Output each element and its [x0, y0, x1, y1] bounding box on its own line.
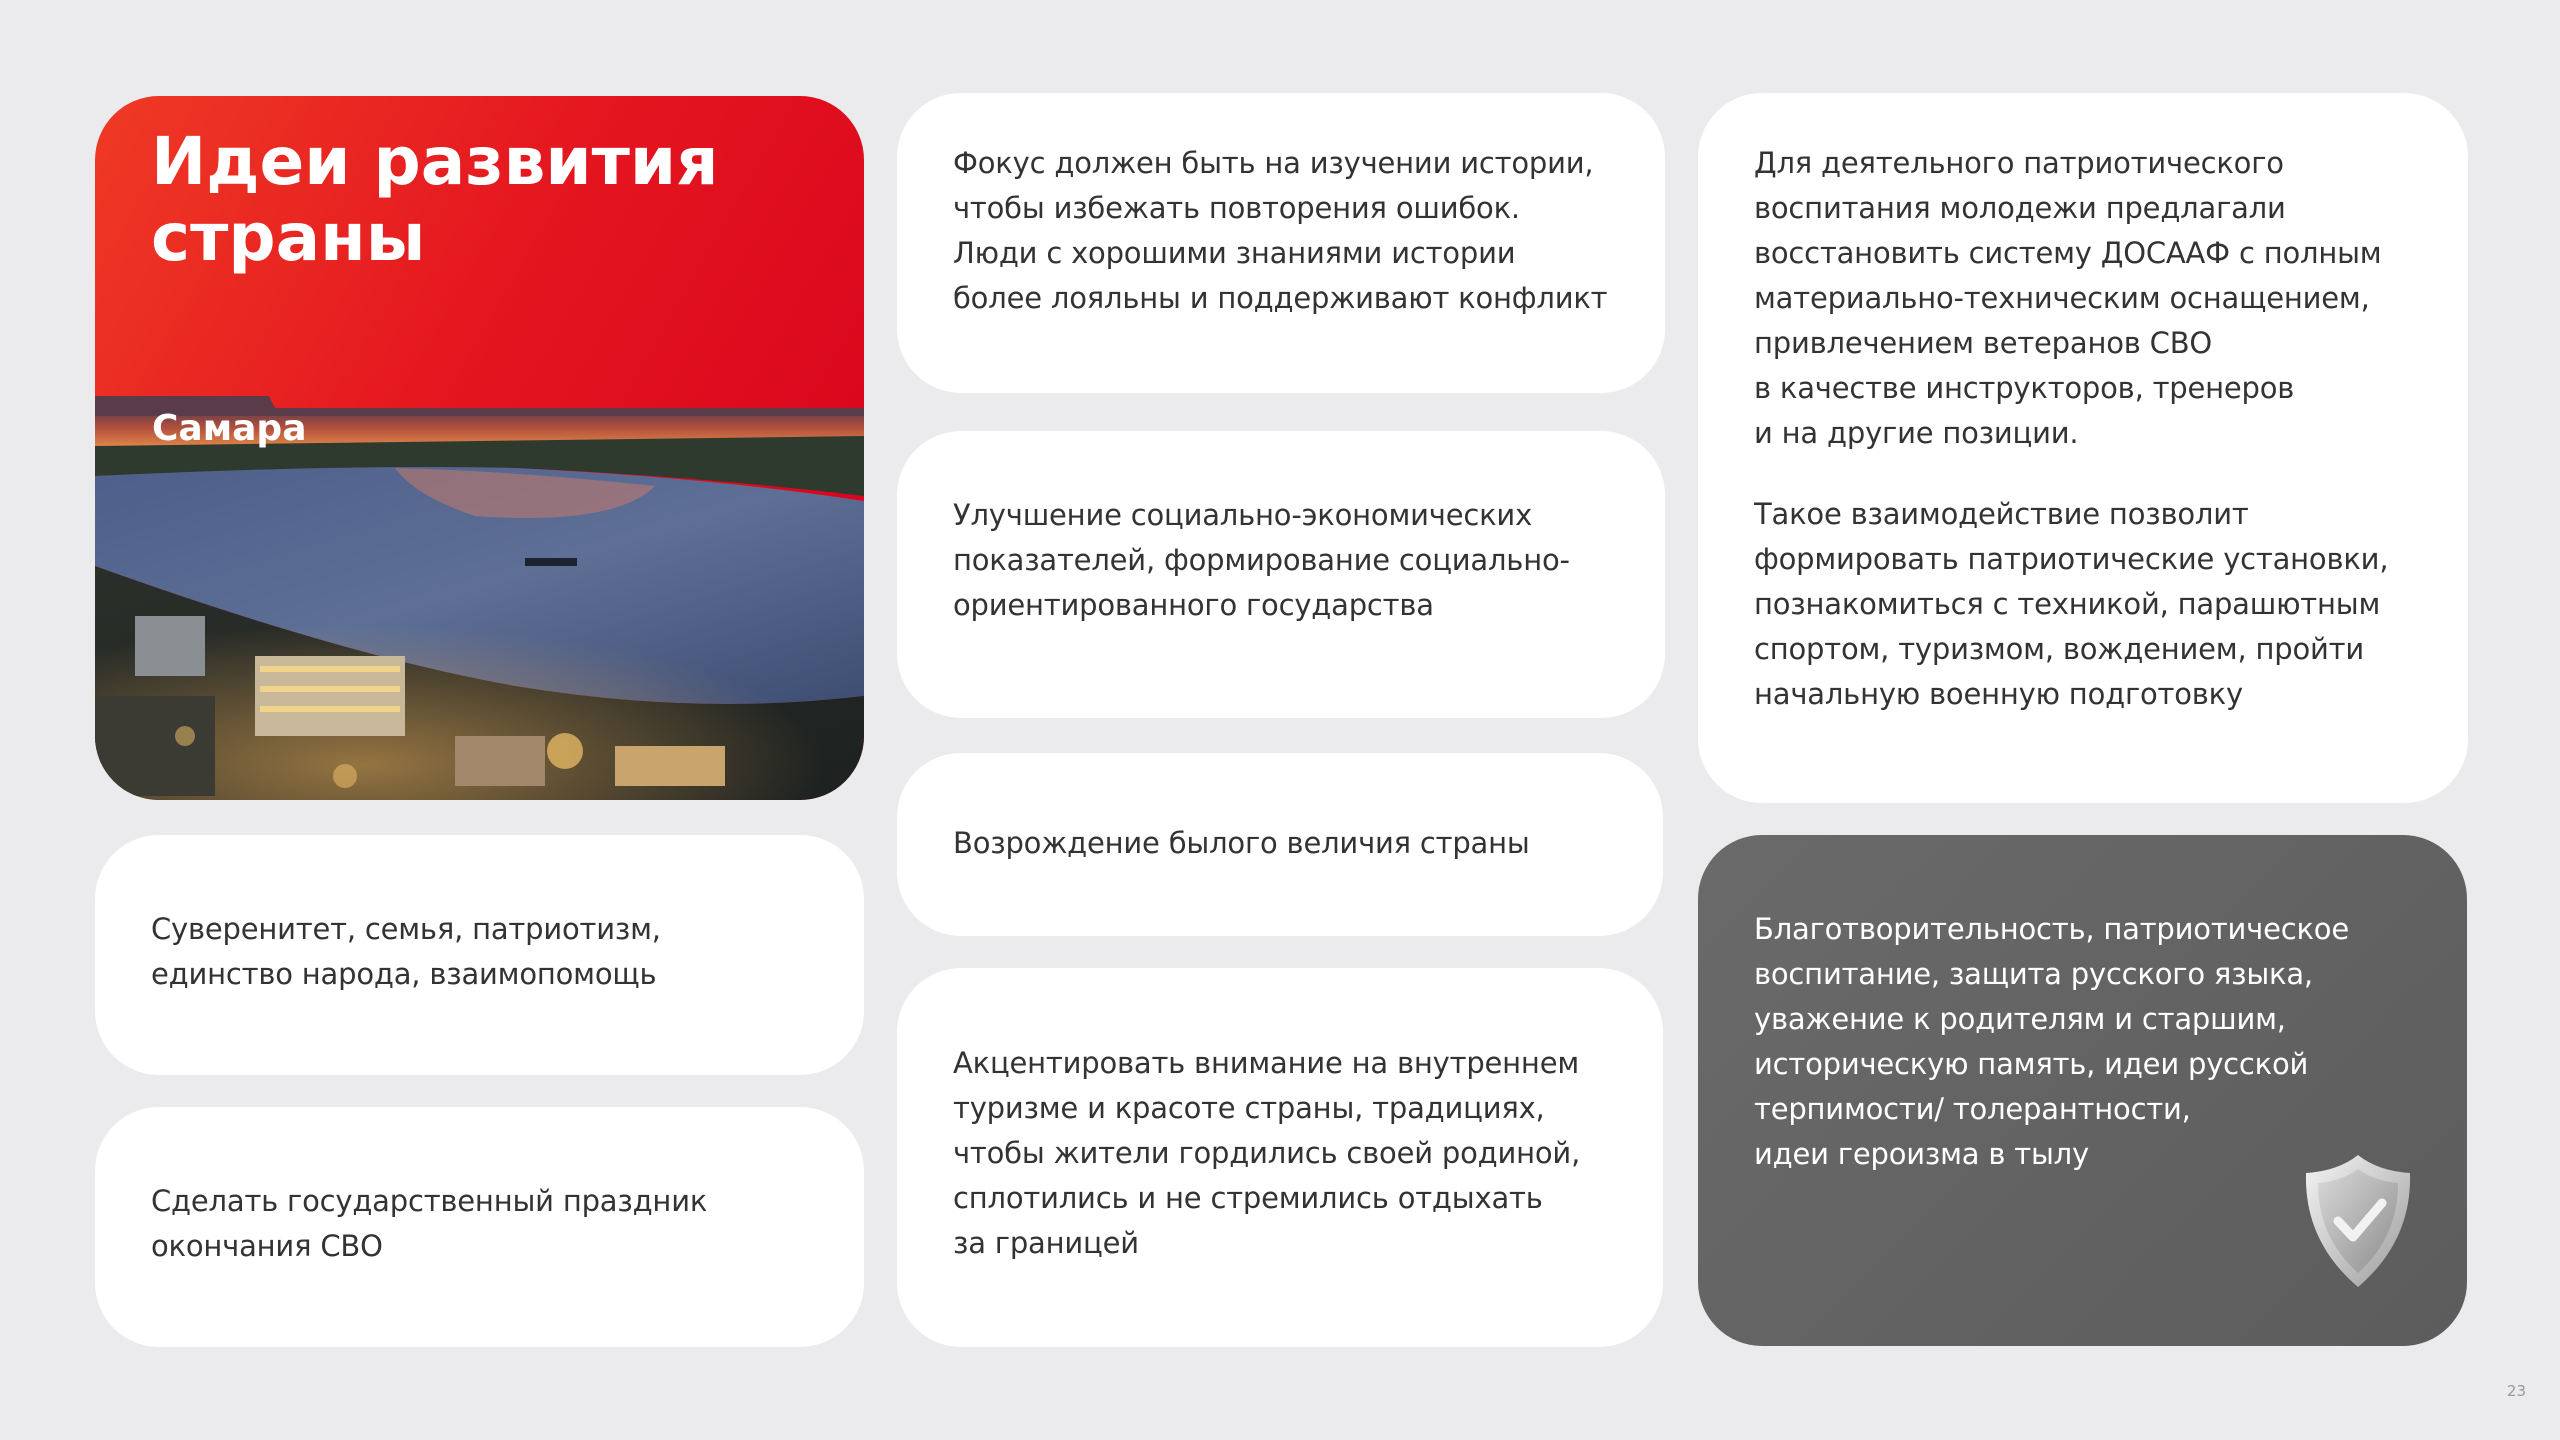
card-domestic-tourism: [897, 968, 1663, 1347]
page-title: Идеи развития страны: [151, 123, 719, 276]
card-text-paragraph-2: Такое взаимодействие позволит формировать патриотические установки, познакомиться с техникой, парашютным спортом, туризмом, вождением, пройти начальную военную подготовку: [1754, 497, 2389, 711]
shield-check-icon: [2298, 1151, 2418, 1291]
card-text-paragraph-1: Для деятельного патриотического воспитания молодежи предлагали восстановить систему ДОСААФ с полным материально-техническим оснащением, привлечением ветеранов СВО в качестве инструкторов, тренеров и на другие позиции.: [1754, 146, 2382, 450]
card-charity: [1698, 835, 2467, 1346]
page-subtitle: Самара: [152, 408, 307, 449]
card-text: Возрождение былого величия страны: [953, 826, 1530, 860]
card-text: Сделать государственный праздник окончания СВО: [151, 1184, 708, 1263]
card-text: Благотворительность, патриотическое воспитание, защита русского языка, уважение к родителям и старшим, историческую память, идеи русской терпимости/ толерантности, идеи героизма в тылу: [1754, 912, 2349, 1171]
card-text: Акцентировать внимание на внутреннем туризме и красоте страны, традициях, чтобы жители гордились своей родиной, сплотились и не стремились отдыхать за границей: [953, 1046, 1581, 1260]
card-focus-history: [897, 93, 1665, 393]
card-holiday: [95, 1107, 864, 1347]
card-text: Улучшение социально-экономических показателей, формирование социально- ориентированного государства: [953, 498, 1570, 622]
card-text: Фокус должен быть на изучении истории, чтобы избежать повторения ошибок. Люди с хорошими знаниями истории более лояльны и поддерживают конфликт: [953, 146, 1608, 315]
card-dosaaf: [1698, 93, 2468, 803]
card-revival: [897, 753, 1663, 936]
card-socio-economic: [897, 431, 1665, 718]
page-number: 23: [2506, 1382, 2526, 1400]
hero-card: [95, 96, 864, 800]
card-text: Суверенитет, семья, патриотизм, единство народа, взаимопомощь: [151, 912, 661, 991]
card-sovereignty: [95, 835, 864, 1075]
